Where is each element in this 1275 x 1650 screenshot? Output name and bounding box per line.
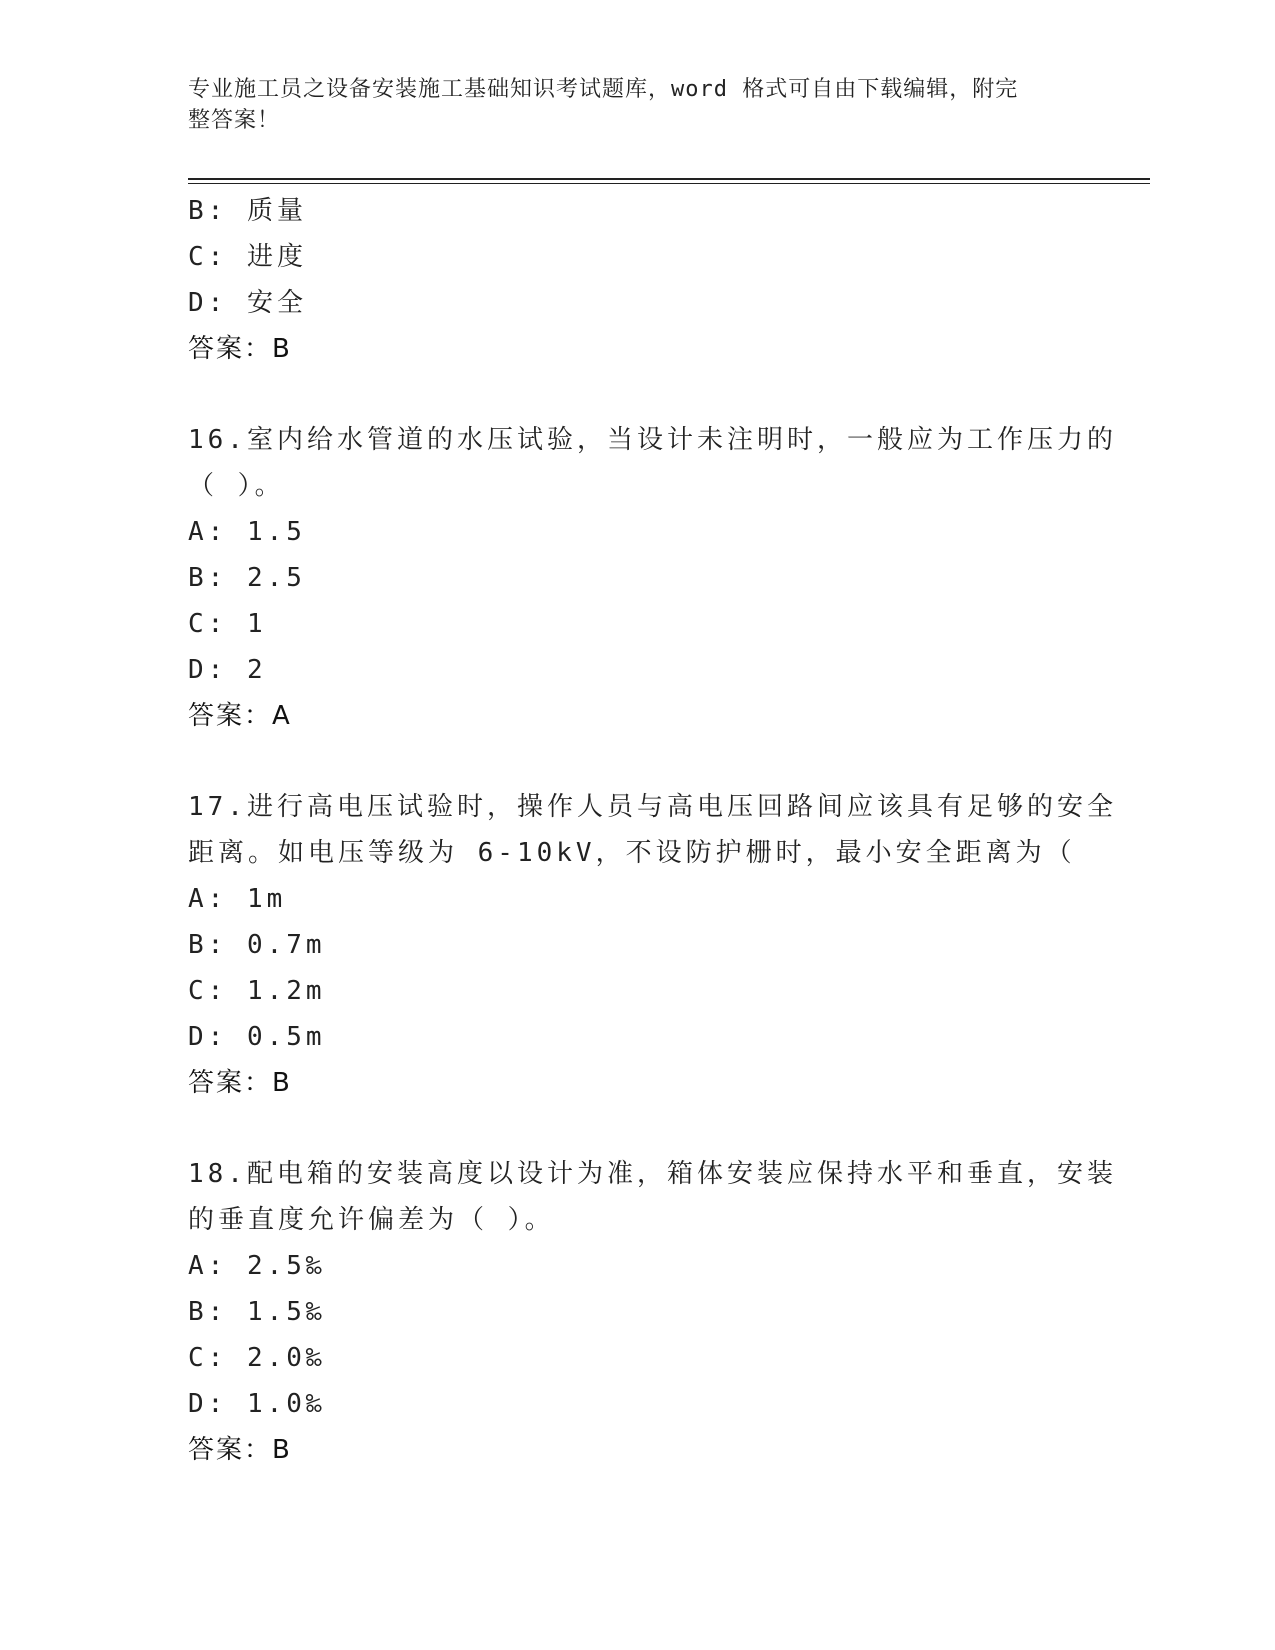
option-b: B: 质量 xyxy=(188,196,307,226)
answer-text: 答案：B xyxy=(188,1068,292,1098)
answer-text: 答案：B xyxy=(188,1435,292,1465)
answer-text: 答案：A xyxy=(188,701,292,731)
question-stem: 的垂直度允许偏差为（ ）。 xyxy=(188,1205,555,1235)
option-c: C: 1.2m xyxy=(188,976,326,1006)
question-stem: 18.配电箱的安装高度以设计为准，箱体安装应保持水平和垂直，安装 xyxy=(188,1159,1117,1189)
option-c: C: 1 xyxy=(188,609,267,639)
question-16 xyxy=(188,417,1117,739)
option-a: A: 1m xyxy=(188,884,287,914)
option-a: A: 2.5‰ xyxy=(188,1251,326,1281)
header-divider-bottom xyxy=(188,183,1150,184)
option-d: D: 0.5m xyxy=(188,1022,326,1052)
answer-text: 答案：B xyxy=(188,334,292,364)
option-d: D: 安全 xyxy=(188,288,307,318)
option-b: B: 2.5 xyxy=(188,563,306,593)
header-line-1: 专业施工员之设备安装施工基础知识考试题库，word 格式可自由下载编辑，附完 xyxy=(188,77,1019,102)
question-list xyxy=(188,188,1117,1473)
header-line-2: 整答案！ xyxy=(188,108,281,133)
option-a: A: 1.5 xyxy=(188,517,306,547)
question-stem: 距离。如电压等级为 6-10kV，不设防护栅时，最小安全距离为（ xyxy=(188,838,1076,868)
option-d: D: 1.0‰ xyxy=(188,1389,326,1419)
option-c: C: 进度 xyxy=(188,242,307,272)
option-b: B: 1.5‰ xyxy=(188,1297,326,1327)
question-stem: 17.进行高电压试验时，操作人员与高电压回路间应该具有足够的安全 xyxy=(188,792,1117,822)
question-18 xyxy=(188,1151,1117,1473)
question-stem: （ ）。 xyxy=(188,471,285,501)
option-d: D: 2 xyxy=(188,655,267,685)
question-stem: 16.室内给水管道的水压试验，当设计未注明时，一般应为工作压力的 xyxy=(188,425,1117,455)
option-c: C: 2.0‰ xyxy=(188,1343,326,1373)
question-17 xyxy=(188,784,1117,1106)
document-header xyxy=(188,74,1068,136)
option-b: B: 0.7m xyxy=(188,930,326,960)
partial-question xyxy=(188,188,1088,372)
header-divider-top xyxy=(188,178,1150,180)
